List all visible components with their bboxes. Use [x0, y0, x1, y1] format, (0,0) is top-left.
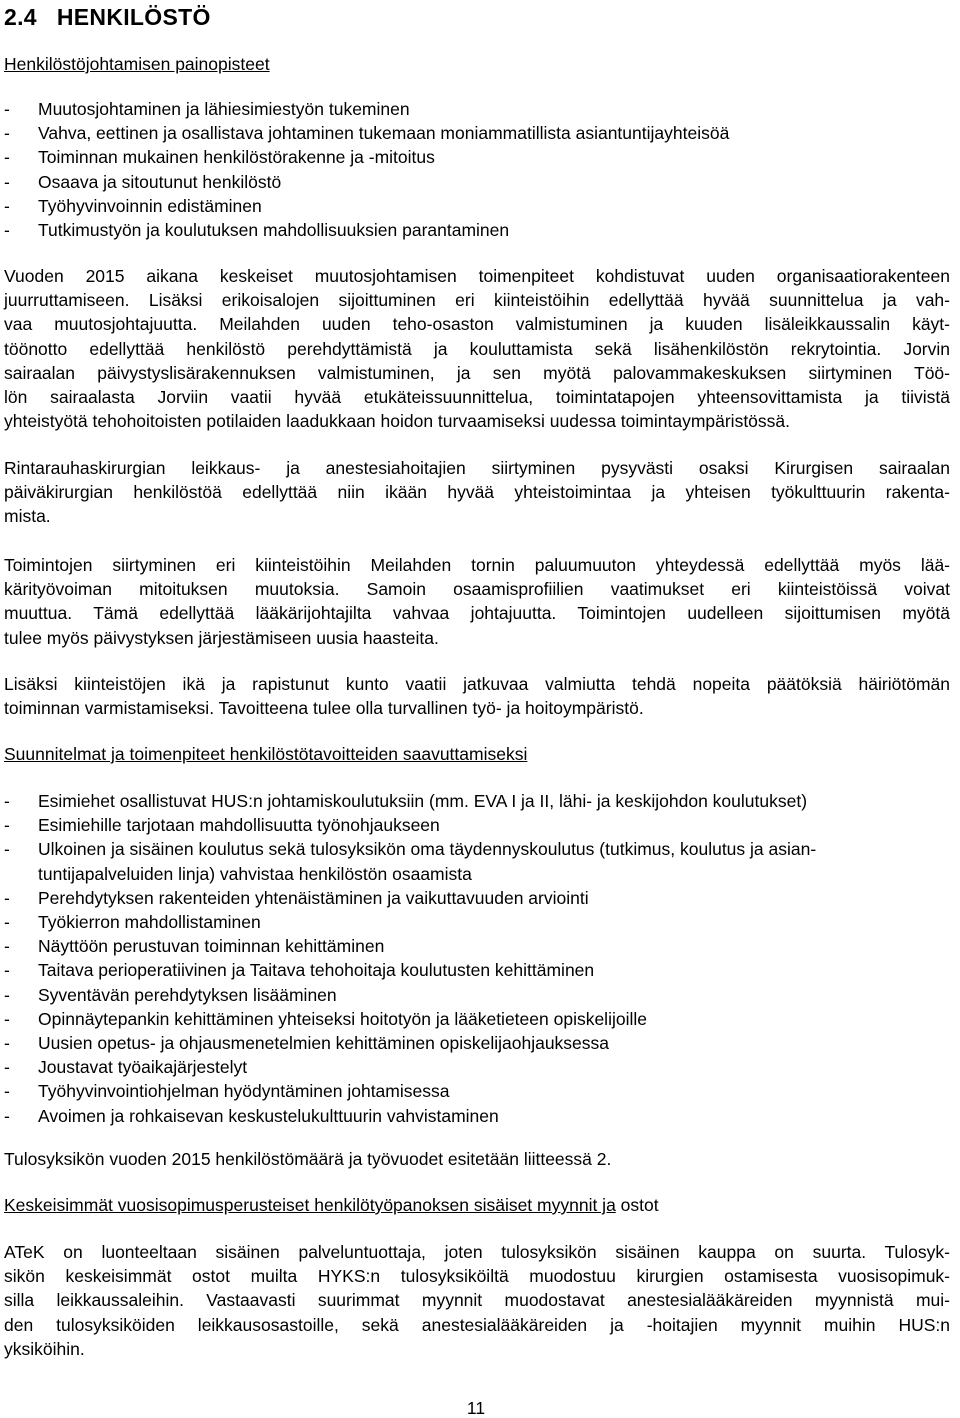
list-item-text: Muutosjohtaminen ja lähiesimiestyön tukeminen [38, 99, 410, 119]
paragraph-line: den tulosyksiköiden leikkausosastoille, sekä anestesialääkäreiden ja -hoitajien myynnit muihin HUS:n [4, 1314, 950, 1335]
list-item-text: tuntijapalveluiden linja) vahvistaa henkilöstön osaamista [38, 863, 472, 884]
dash-bullet: - [4, 1105, 10, 1126]
suunnitelmat-list [4, 789, 816, 1128]
list-item-text: Opinnäytepankin kehittäminen yhteiseksi hoitotyön ja lääketieteen opiskelijoille [38, 1008, 647, 1029]
dash-bullet: - [4, 195, 10, 216]
paragraph-line: töönotto edellyttää henkilöstö perehdyttämistä ja kouluttamista sekä lisähenkilöstön rekrytointia. Jorvin [4, 338, 950, 359]
paragraph-line: juurruttamiseen. Lisäksi erikoisalojen sijoittuminen eri kiinteistöihin edellyttää hyvää suunnittelua ja vah- [4, 290, 950, 311]
paragraph-line: kärityövoiman mitoituksen muutoksia. Samoin osaamisprofiilien vaatimukset eri kiinteistöissä voivat [4, 579, 950, 600]
list-item [4, 121, 729, 145]
list-item [4, 1031, 816, 1055]
dash-bullet: - [4, 1008, 10, 1029]
paragraph-henkilostomaara: Tulosyksikön vuoden 2015 henkilöstömäärä ja työvuodet esitetään liitteessä 2. [4, 1149, 612, 1169]
heading-suunnitelmat: Suunnitelmat ja toimenpiteet henkilöstötavoitteiden saavuttamiseksi [4, 744, 528, 764]
paragraph-line: lön sairaalasta Jorviin vaatii hyvää etukäteissuunnittelua, toimintatapojen yhteensovittamista ja tiivistä [4, 387, 950, 408]
heading-sisaiset-myynnit [4, 1193, 659, 1217]
dash-bullet: - [4, 936, 10, 957]
list-item [4, 218, 729, 242]
paragraph-rintarauhaskirurgia [4, 456, 950, 529]
list-item [4, 1007, 816, 1031]
paragraph-line: mista. [4, 506, 51, 527]
list-item [4, 983, 816, 1007]
list-item [4, 789, 816, 813]
paragraph-line: muuttua. Tämä edellyttää lääkärijohtajilta vahvaa johtajuutta. Toimintojen uudelleen sijoittumisen myötä [4, 603, 950, 624]
dash-bullet: - [4, 960, 10, 981]
list-item [4, 886, 816, 910]
dash-bullet: - [4, 984, 10, 1005]
paragraph-line: Toimintojen siirtyminen eri kiinteistöihin Meilahden tornin paluumuuton yhteydessä edellyttää myös lää- [4, 555, 950, 575]
list-item-text: Osaava ja sitoutunut henkilöstö [38, 171, 282, 192]
list-item-text: Esimiehille tarjotaan mahdollisuutta työnohjaukseen [38, 815, 440, 836]
paragraph-line: Vuoden 2015 aikana keskeiset muutosjohtamisen toimenpiteet kohdistuvat uuden organisaatiorakenteen [4, 266, 950, 286]
list-item [4, 1055, 816, 1079]
paragraph-kiinteistot [4, 672, 950, 720]
painopisteet-list [4, 97, 729, 242]
list-item [4, 910, 816, 934]
paragraph-line: tulee myös päivystyksen järjestämiseen uusia haasteita. [4, 627, 439, 648]
list-item [4, 934, 816, 958]
dash-bullet: - [4, 1081, 10, 1102]
section-number: 2.4 [4, 4, 37, 30]
paragraph-line: ATeK on luonteeltaan sisäinen palveluntuottaja, joten tulosyksikön sisäinen kauppa on suurta. Tulosyk- [4, 1242, 950, 1262]
dash-bullet: - [4, 123, 10, 144]
paragraph-line: silla leikkaussaleihin. Vastaavasti suurimmat myynnit muodostavat anestesialääkäreiden myynnistä mui- [4, 1290, 950, 1311]
heading-sisaiset-myynnit-rest: ostot [615, 1195, 659, 1215]
paragraph-line: sikön keskeisimmät ostot muilta HYKS:n tulosyksiköiltä muodostuu kirurgien ostamisesta vuosisopimuk- [4, 1266, 950, 1287]
list-item [4, 97, 729, 121]
page-number: 11 [466, 1398, 486, 1418]
list-item-text: Ulkoinen ja sisäinen koulutus sekä tulosyksikön oma täydennyskoulutus (tutkimus, koulutus ja asian- [38, 839, 817, 860]
paragraph-line: päiväkirurgian henkilöstöä edellyttää niin ikään hyvää yhteistoimintaa ja yhteisen työkulttuurin rakenta- [4, 482, 950, 503]
dash-bullet: - [4, 912, 10, 933]
list-item-text: Työhyvinvoinnin edistäminen [38, 195, 262, 216]
list-item [4, 1104, 816, 1128]
list-item-text: Vahva, eettinen ja osallistava johtaminen tukemaan moniammatillista asiantuntijayhteisöä [38, 123, 730, 144]
paragraph-toimintojen-siirtyminen [4, 553, 950, 650]
list-item-text: Tutkimustyön ja koulutuksen mahdollisuuksien parantaminen [38, 220, 510, 241]
list-item-text: Näyttöön perustuvan toiminnan kehittäminen [38, 936, 385, 957]
list-item [4, 813, 816, 837]
dash-bullet: - [4, 220, 10, 241]
dash-bullet: - [4, 99, 10, 119]
dash-bullet: - [4, 1033, 10, 1054]
dash-bullet: - [4, 791, 10, 811]
list-item-text: Joustavat työaikajärjestelyt [38, 1057, 248, 1078]
paragraph-atek [4, 1240, 950, 1361]
paragraph-muutosjohtaminen [4, 264, 950, 433]
list-item-text: Esimiehet osallistuvat HUS:n johtamiskoulutuksiin (mm. EVA I ja II, lähi- ja keskijohdon koulutukset) [38, 791, 808, 811]
list-item-text: Työkierron mahdollistaminen [38, 912, 261, 933]
list-item [4, 1079, 816, 1103]
dash-bullet: - [4, 887, 10, 908]
list-item-text: Työhyvinvointiohjelman hyödyntäminen johtamisessa [38, 1081, 450, 1102]
section-title [4, 3, 211, 31]
paragraph-line: toiminnan varmistamiseksi. Tavoitteena tulee olla turvallinen työ- ja hoitoympäristö. [4, 698, 644, 719]
heading-painopisteet: Henkilöstöjohtamisen painopisteet [4, 54, 270, 74]
heading-sisaiset-myynnit-underlined: Keskeisimmät vuosisopimusperusteiset henkilötyöpanoksen sisäiset myynnit ja [4, 1195, 616, 1215]
paragraph-line: yhteistyötä tehohoitoisten potilaiden laadukkaan hoidon turvaamiseksi uudessa toimintaympäristössä. [4, 411, 791, 432]
dash-bullet: - [4, 171, 10, 192]
paragraph-line: Rintarauhaskirurgian leikkaus- ja anestesiahoitajien siirtyminen pysyvästi osaksi Kirurgisen sairaalan [4, 458, 950, 478]
dash-bullet: - [4, 147, 10, 168]
list-item [4, 958, 816, 982]
list-item [4, 145, 729, 169]
dash-bullet: - [4, 815, 10, 836]
list-item-text: Avoimen ja rohkaisevan keskustelukulttuurin vahvistaminen [38, 1105, 499, 1126]
paragraph-line: sairaalan päivystyslisärakennuksen valmistuminen, ja sen myötä palovammakeskuksen siirtyminen Töö- [4, 362, 950, 383]
list-item-text: Syventävän perehdytyksen lisääminen [38, 984, 337, 1005]
dash-bullet: - [4, 839, 10, 860]
list-item [4, 837, 816, 885]
list-item [4, 194, 729, 218]
dash-bullet: - [4, 1057, 10, 1078]
list-item-text: Taitava perioperatiivinen ja Taitava tehohoitaja koulutusten kehittäminen [38, 960, 595, 981]
paragraph-line: yksiköihin. [4, 1338, 85, 1359]
list-item-text: Toiminnan mukainen henkilöstörakenne ja -mitoitus [38, 147, 435, 168]
list-item-text: Uusien opetus- ja ohjausmenetelmien kehittäminen opiskelijaohjauksessa [38, 1033, 610, 1054]
list-item-text: Perehdytyksen rakenteiden yhtenäistäminen ja vaikuttavuuden arviointi [38, 887, 589, 908]
section-title-text: HENKILÖSTÖ [56, 4, 211, 30]
paragraph-line: Lisäksi kiinteistöjen ikä ja rapistunut kunto vaatii jatkuvaa valmiutta tehdä nopeita päätöksiä häiriötömän [4, 674, 950, 694]
paragraph-line: vaa muutosjohtajuutta. Meilahden uuden teho-osaston valmistuminen ja kuuden lisäleikkaussalin käyt- [4, 314, 950, 335]
list-item [4, 170, 729, 194]
